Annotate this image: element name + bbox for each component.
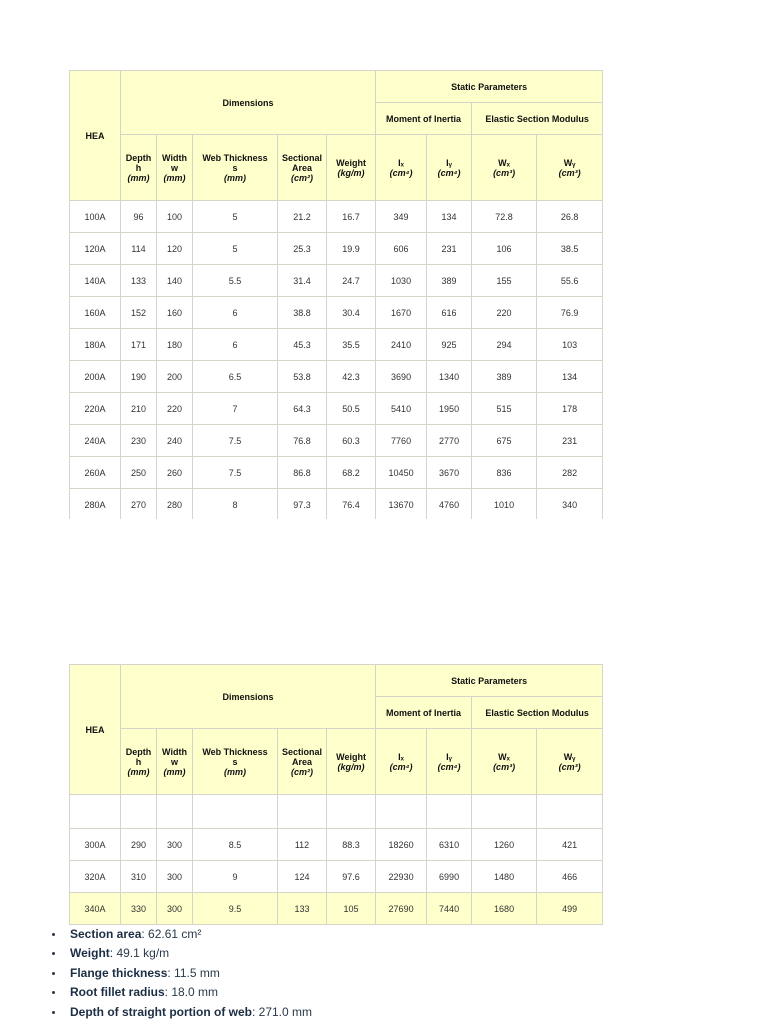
table-cell: 1260	[472, 829, 537, 861]
table-cell: 1680	[472, 893, 537, 925]
table-cell: 10450	[376, 457, 427, 489]
table-cell: 616	[427, 297, 472, 329]
table-cell: 38.5	[537, 233, 603, 265]
table-cell: 5	[193, 201, 278, 233]
table-cell: 30.4	[327, 297, 376, 329]
table-cell: 106	[472, 233, 537, 265]
list-item: Depth of straight portion of web: 271.0 mm	[52, 1004, 312, 1023]
table-cell: 42.3	[327, 361, 376, 393]
table-cell: 231	[427, 233, 472, 265]
table-row	[70, 393, 603, 425]
table-cell: 1030	[376, 265, 427, 297]
table-cell: 5410	[376, 393, 427, 425]
section-designation-cell: 120A	[70, 233, 121, 265]
table-cell: 389	[427, 265, 472, 297]
table-cell: 35.5	[327, 329, 376, 361]
table-cell: 190	[121, 361, 157, 393]
section-designation-cell: 280A	[70, 489, 121, 520]
section-designation-cell: 160A	[70, 297, 121, 329]
table-cell: 6310	[427, 829, 472, 861]
section-designation-cell: 200A	[70, 361, 121, 393]
table-cell: 7440	[427, 893, 472, 925]
list-item: Weight: 49.1 kg/m	[52, 945, 312, 964]
table-cell: 675	[472, 425, 537, 457]
table-cell: 421	[537, 829, 603, 861]
table-cell: 499	[537, 893, 603, 925]
table-cell: 25.3	[278, 233, 327, 265]
table-cell: 8	[193, 489, 278, 520]
table-cell: 88.3	[327, 829, 376, 861]
moment-of-inertia-header: Moment of Inertia	[376, 103, 472, 135]
table-cell: 250	[121, 457, 157, 489]
static-parameters-header: Static Parameters	[376, 665, 603, 697]
table-cell: 230	[121, 425, 157, 457]
table-cell: 45.3	[278, 329, 327, 361]
list-item: Flange thickness: 11.5 mm	[52, 965, 312, 984]
table-cell: 2770	[427, 425, 472, 457]
table-cell: 466	[537, 861, 603, 893]
table-cell: 290	[121, 829, 157, 861]
table-cell: 124	[278, 861, 327, 893]
table-cell: 606	[376, 233, 427, 265]
table-cell: 13670	[376, 489, 427, 520]
table-cell: 294	[472, 329, 537, 361]
static-parameters-header: Static Parameters	[376, 71, 603, 103]
table-cell: 1670	[376, 297, 427, 329]
table-cell: 925	[427, 329, 472, 361]
table-cell: 50.5	[327, 393, 376, 425]
table-cell: 105	[327, 893, 376, 925]
table-cell: 120	[157, 233, 193, 265]
section-designation-cell: 300A	[70, 829, 121, 861]
table-cell: 1950	[427, 393, 472, 425]
table-cell: 3690	[376, 361, 427, 393]
table-cell: 55.6	[537, 265, 603, 297]
table-cell: 2410	[376, 329, 427, 361]
wy-header: Wᵧ (cm³)	[537, 729, 603, 795]
table-row	[70, 297, 603, 329]
moment-of-inertia-header: Moment of Inertia	[376, 697, 472, 729]
web-thickness-header: Web Thickness s (mm)	[193, 135, 278, 201]
table-cell: 6990	[427, 861, 472, 893]
table-cell: 180	[157, 329, 193, 361]
table-cell: 300	[157, 861, 193, 893]
wx-header: Wₓ (cm³)	[472, 729, 537, 795]
table-cell: 9.5	[193, 893, 278, 925]
depth-header: Depth h (mm)	[121, 729, 157, 795]
table-cell: 133	[121, 265, 157, 297]
table-row	[70, 233, 603, 265]
weight-header: Weight (kg/m)	[327, 135, 376, 201]
table-cell: 6.5	[193, 361, 278, 393]
table-cell: 1480	[472, 861, 537, 893]
table-cell: 16.7	[327, 201, 376, 233]
table-cell: 76.8	[278, 425, 327, 457]
ix-header: Iₓ (cm⁴)	[376, 135, 427, 201]
table-cell: 231	[537, 425, 603, 457]
section-designation-cell: 260A	[70, 457, 121, 489]
dimensions-header: Dimensions	[121, 71, 376, 135]
table-cell: 64.3	[278, 393, 327, 425]
table-cell: 68.2	[327, 457, 376, 489]
table-cell: 155	[472, 265, 537, 297]
table-cell: 240	[157, 425, 193, 457]
table-cell: 282	[537, 457, 603, 489]
table-cell: 260	[157, 457, 193, 489]
table-cell: 152	[121, 297, 157, 329]
width-header: Width w (mm)	[157, 729, 193, 795]
table-cell: 270	[121, 489, 157, 520]
table-cell: 60.3	[327, 425, 376, 457]
sectional-area-header: Sectional Area (cm²)	[278, 729, 327, 795]
list-item: Root fillet radius: 18.0 mm	[52, 984, 312, 1003]
table-cell: 86.8	[278, 457, 327, 489]
table-cell: 133	[278, 893, 327, 925]
table2-body	[70, 665, 603, 925]
table-row	[70, 361, 603, 393]
section-designation-cell: 140A	[70, 265, 121, 297]
table-cell: 280	[157, 489, 193, 520]
table-cell: 349	[376, 201, 427, 233]
table-cell: 7.5	[193, 457, 278, 489]
table-cell: 178	[537, 393, 603, 425]
table-cell: 103	[537, 329, 603, 361]
empty-row	[70, 795, 603, 829]
elastic-section-modulus-header: Elastic Section Modulus	[472, 103, 603, 135]
table-cell: 5	[193, 233, 278, 265]
table-cell: 5.5	[193, 265, 278, 297]
table-cell: 340	[537, 489, 603, 520]
table-cell: 97.3	[278, 489, 327, 520]
section-properties-list	[52, 926, 312, 1023]
table-cell: 220	[157, 393, 193, 425]
depth-header: Depth h (mm)	[121, 135, 157, 201]
table-cell: 220	[472, 297, 537, 329]
table-cell: 4760	[427, 489, 472, 520]
table-cell: 7	[193, 393, 278, 425]
table-row	[70, 201, 603, 233]
table-cell: 171	[121, 329, 157, 361]
table1-body	[70, 71, 603, 520]
hea-header: HEA	[70, 71, 121, 201]
table-cell: 3670	[427, 457, 472, 489]
wx-header: Wₓ (cm³)	[472, 135, 537, 201]
table-cell: 19.9	[327, 233, 376, 265]
table-cell: 836	[472, 457, 537, 489]
dimensions-header: Dimensions	[121, 665, 376, 729]
table-cell: 72.8	[472, 201, 537, 233]
table-cell: 38.8	[278, 297, 327, 329]
iy-header: Iᵧ (cm⁴)	[427, 729, 472, 795]
table-cell: 18260	[376, 829, 427, 861]
table-cell: 1340	[427, 361, 472, 393]
table-row	[70, 893, 603, 925]
width-header: Width w (mm)	[157, 135, 193, 201]
table-cell: 7.5	[193, 425, 278, 457]
table-cell: 112	[278, 829, 327, 861]
table-cell: 24.7	[327, 265, 376, 297]
table-cell: 27690	[376, 893, 427, 925]
section-designation-cell: 220A	[70, 393, 121, 425]
table-cell: 97.6	[327, 861, 376, 893]
section-designation-cell: 340A	[70, 893, 121, 925]
table-cell: 21.2	[278, 201, 327, 233]
table-row	[70, 265, 603, 297]
iy-header: Iᵧ (cm⁴)	[427, 135, 472, 201]
hea-table-2	[69, 664, 603, 925]
table-cell: 9	[193, 861, 278, 893]
ix-header: Iₓ (cm⁴)	[376, 729, 427, 795]
table-cell: 7760	[376, 425, 427, 457]
table-cell: 8.5	[193, 829, 278, 861]
table-cell: 160	[157, 297, 193, 329]
section-designation-cell: 240A	[70, 425, 121, 457]
table-cell: 26.8	[537, 201, 603, 233]
table-row	[70, 861, 603, 893]
table-cell: 200	[157, 361, 193, 393]
table-row	[70, 457, 603, 489]
list-item: Section area: 62.61 cm²	[52, 926, 312, 945]
table-cell: 134	[537, 361, 603, 393]
table-cell: 134	[427, 201, 472, 233]
table-row	[70, 425, 603, 457]
table-cell: 6	[193, 329, 278, 361]
table-cell: 114	[121, 233, 157, 265]
table-cell: 300	[157, 829, 193, 861]
section-designation-cell: 320A	[70, 861, 121, 893]
hea-header: HEA	[70, 665, 121, 795]
table-row	[70, 329, 603, 361]
table-cell: 31.4	[278, 265, 327, 297]
table-cell: 389	[472, 361, 537, 393]
web-thickness-header: Web Thickness s (mm)	[193, 729, 278, 795]
table-cell: 76.4	[327, 489, 376, 520]
table-cell: 53.8	[278, 361, 327, 393]
table-cell: 1010	[472, 489, 537, 520]
table-cell: 300	[157, 893, 193, 925]
weight-header: Weight (kg/m)	[327, 729, 376, 795]
table-row	[70, 829, 603, 861]
sectional-area-header: Sectional Area (cm²)	[278, 135, 327, 201]
table-cell: 100	[157, 201, 193, 233]
table-cell: 22930	[376, 861, 427, 893]
table-row	[70, 489, 603, 520]
section-designation-cell: 100A	[70, 201, 121, 233]
table-cell: 515	[472, 393, 537, 425]
table-cell: 96	[121, 201, 157, 233]
table-cell: 310	[121, 861, 157, 893]
table-cell: 330	[121, 893, 157, 925]
section-designation-cell: 180A	[70, 329, 121, 361]
hea-table-1	[69, 70, 603, 519]
table-cell: 76.9	[537, 297, 603, 329]
table-cell: 140	[157, 265, 193, 297]
elastic-section-modulus-header: Elastic Section Modulus	[472, 697, 603, 729]
table-cell: 6	[193, 297, 278, 329]
wy-header: Wᵧ (cm³)	[537, 135, 603, 201]
table-cell: 210	[121, 393, 157, 425]
